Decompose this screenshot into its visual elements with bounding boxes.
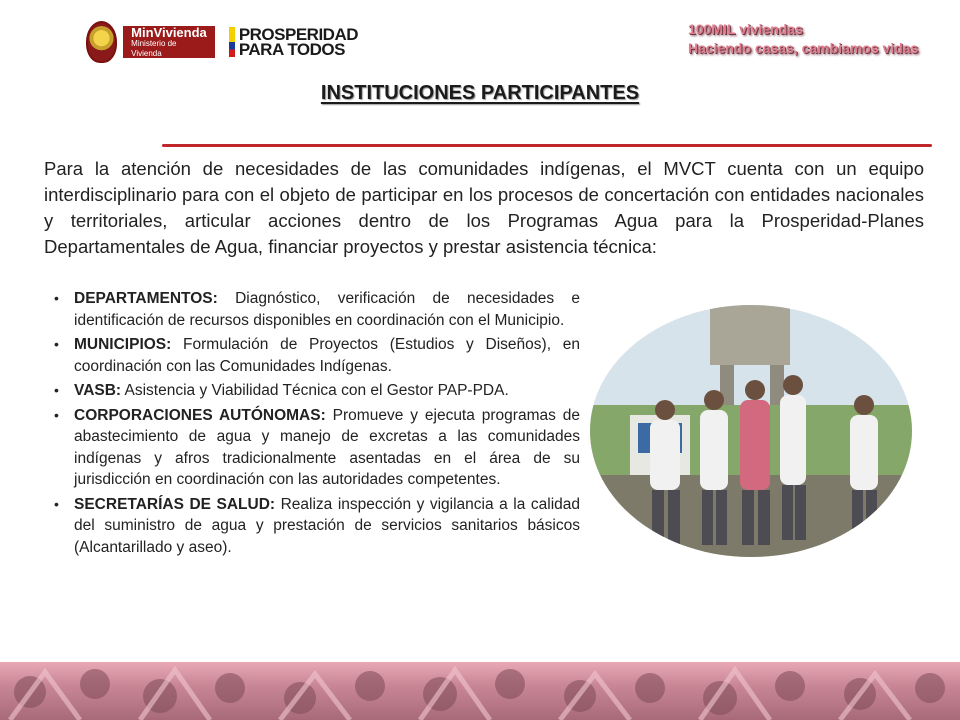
bullet-icon: • bbox=[54, 382, 59, 398]
slogan-line-1: 100MIL viviendas bbox=[688, 21, 803, 37]
ministry-name: MinVivienda bbox=[131, 24, 207, 40]
list-item-lead: VASB: bbox=[74, 382, 122, 399]
slogan-line-2: Haciendo casas, cambiamos vidas bbox=[688, 40, 919, 56]
institution-list bbox=[54, 288, 580, 561]
ministry-subtitle: Ministerio de Vivienda bbox=[131, 38, 177, 58]
list-item-lead: CORPORACIONES AUTÓNOMAS: bbox=[74, 406, 326, 424]
list-item-text: Asistencia y Viabilidad Técnica con el Gestor PAP-PDA. bbox=[121, 382, 509, 399]
minvivienda-logo bbox=[123, 26, 215, 58]
header-logos bbox=[78, 18, 358, 66]
bullet-icon: • bbox=[54, 406, 59, 423]
colombia-crest-icon bbox=[86, 21, 117, 63]
campaign-line-1: PROSPERIDAD bbox=[238, 25, 358, 44]
event-photo-illustration bbox=[590, 305, 912, 557]
campaign-line-2: PARA TODOS bbox=[238, 40, 345, 59]
crowd-banner-illustration bbox=[0, 662, 960, 720]
slogan bbox=[688, 20, 950, 58]
bullet-icon: • bbox=[54, 495, 59, 512]
page-title: INSTITUCIONES PARTICIPANTES bbox=[320, 82, 640, 104]
list-item bbox=[54, 288, 580, 331]
list-item-text: Promueve y ejecuta programas de abastecimiento de agua y manejo de excretas a las comunidades indígenas y afros tradicionalmente asentadas en el área de su jurisdicción en coordinación con las autoridades competentes. bbox=[74, 406, 581, 488]
bullet-icon: • bbox=[54, 290, 59, 306]
list-item bbox=[54, 494, 580, 559]
intro-paragraph: Para la atención de necesidades de las comunidades indígenas, el MVCT cuenta con un equipo interdisciplinario para con el objeto de participar en los procesos de concertación con entidades nacionales y territoriales, articular acciones dentro de los Programas Agua para la Prosperidad-Planes Departamentales de Agua, financiar proyectos y prestar asistencia técnica: bbox=[44, 158, 924, 257]
list-item-lead: MUNICIPIOS: bbox=[74, 336, 172, 353]
bullet-icon: • bbox=[54, 336, 59, 352]
list-item-text: Realiza inspección y vigilancia a la calidad del suministro de agua y prestación de servicios sanitarios básicos (Alcantarillado y aseo). bbox=[74, 495, 580, 556]
colombia-flag-icon bbox=[229, 27, 235, 57]
list-item-lead: SECRETARÍAS DE SALUD: bbox=[74, 495, 276, 513]
event-photo bbox=[590, 305, 912, 557]
list-item bbox=[54, 380, 580, 402]
prosperidad-logo bbox=[239, 27, 358, 57]
crowd-banner bbox=[0, 662, 960, 720]
list-item-text: Diagnóstico, verificación de necesidades e identificación de recursos disponibles en coordinación con el Municipio. bbox=[74, 290, 580, 329]
list-item-text: Formulación de Proyectos (Estudios y Diseños), en coordinación con las Comunidades Indígenas. bbox=[74, 336, 580, 375]
title-divider bbox=[162, 144, 932, 147]
list-item bbox=[54, 405, 580, 491]
list-item-lead: DEPARTAMENTOS: bbox=[74, 290, 218, 307]
list-item bbox=[54, 334, 580, 377]
